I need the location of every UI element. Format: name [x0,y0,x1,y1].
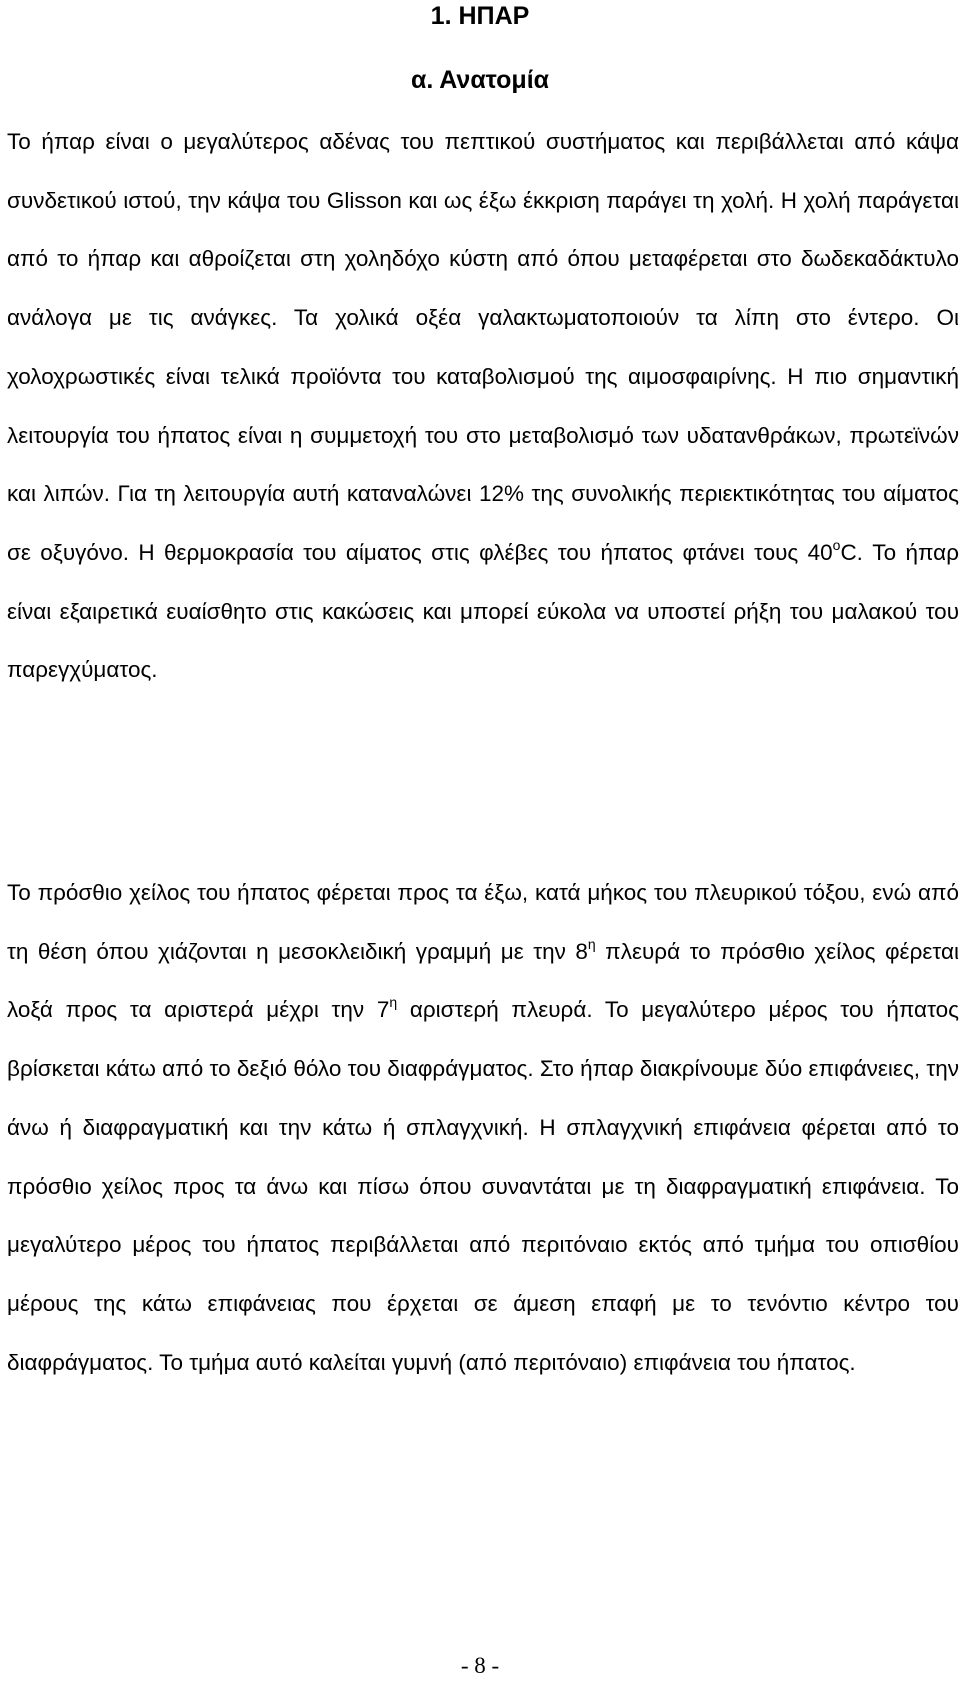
degree-superscript: o [832,536,841,553]
paragraph-2 [7,864,959,1392]
paragraph-1 [7,113,959,700]
section-title: α. Ανατομία [410,66,550,94]
paragraph-1-text-a: Το ήπαρ είναι ο μεγαλύτερος αδένας του πεπτικού συστήματος και περιβάλλεται από κάψα συνδετικού ιστού, την κάψα του Glisson και ως έξω έκκριση παράγει τη χολή. Η χολή παράγεται από το ήπαρ και αθροίζεται στη χοληδόχο κύστη από όπου μεταφέρεται στο δωδεκαδάκτυλο ανάλογα με τις ανάγκες. Τα χολικά οξέα γαλακτωματοποιούν τα λίπη στο έντερο. Οι χολοχρωστικές είναι τελικά προϊόντα του καταβολισμού της αιμοσφαιρίνης. Η πιο σημαντική λειτουργία του ήπατος είναι η συμμετοχή του στο μεταβολισμό των υδατανθράκων, πρωτεϊνών και λιπών. Για τη λειτουργία αυτή καταναλώνει 12% της συνολικής περιεκτικότητας του αίματος σε οξυγόνο. Η θερμοκρασία του αίματος στις φλέβες του ήπατος φτάνει τους 40 [7,129,959,565]
ordinal-superscript-8: η [587,935,596,952]
page-number: - 8 - [460,1653,500,1678]
ordinal-superscript-7: η [389,994,398,1011]
paragraph-2-text-c: αριστερή πλευρά. Το μεγαλύτερο μέρος του ήπατος βρίσκεται κάτω από το δεξιό θόλο του διαφράγματος. Στο ήπαρ διακρίνουμε δύο επιφάνειες, την άνω ή διαφραγματική και την κάτω ή σπλαγχνική. Η σπλαγχνική επιφάνεια φέρεται από το πρόσθιο χείλος προς τα άνω και πίσω όπου συναντάται με τη διαφραγματική επιφάνεια. Το μεγαλύτερο μέρος του ήπατος περιβάλλεται από περιτόναιο εκτός από τμήμα του οπισθίου μέρους της κάτω επιφάνειας που έρχεται σε άμεση επαφή με το τενόντιο κέντρο του διαφράγματος. Το τμήμα αυτό καλείται γυμνή (από περιτόναιο) επιφάνεια του ήπατος. [7,997,959,1375]
paragraph-2-text-a: Το πρόσθιο χείλος του ήπατος φέρεται προς τα έξω, κατά μήκος του πλευρικού τόξου, ενώ από τη θέση όπου χιάζονται η μεσοκλειδική γραμμή με την 8 [7,880,959,964]
chapter-title: 1. ΗΠΑΡ [430,2,530,30]
paragraph-2-text-b: πλευρά το πρόσθιο χείλος φέρεται λοξά προς τα αριστερά μέχρι την 7 [7,938,959,1023]
paragraph-1-text-b: C. Το ήπαρ είναι εξαιρετικά ευαίσθητο στις κακώσεις και μπορεί εύκολα να υποστεί ρήξη του μαλακού του παρεγχύματος. [7,539,959,683]
